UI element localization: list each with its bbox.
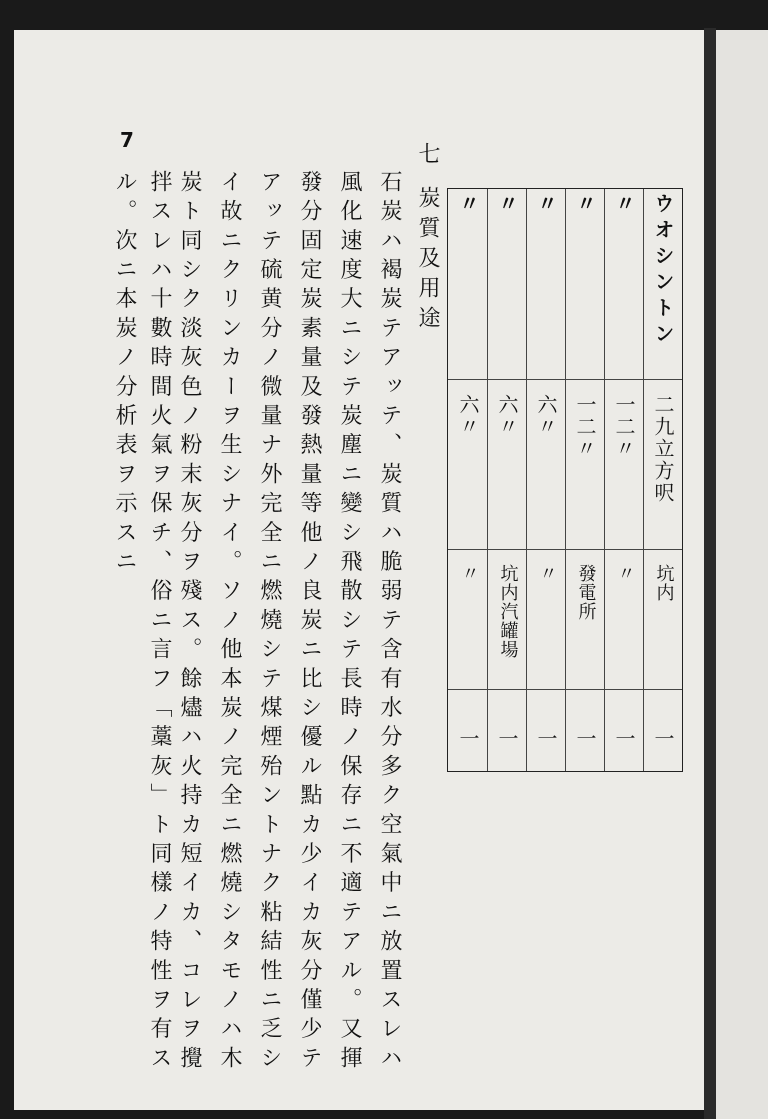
table-row [489, 189, 526, 771]
body-text-column: 炭ト同シク淡灰色ノ粉末灰分ヲ殘ス。餘燼ハ火持カ短イカ、コレヲ攪 [177, 170, 202, 1076]
section-heading [412, 142, 443, 336]
table-divider [487, 189, 488, 771]
row-place: 坑内汽罐場 [497, 564, 519, 659]
equipment-table [447, 188, 683, 772]
section-number: 七 [415, 142, 440, 164]
table-row [645, 189, 682, 771]
row-count: 一 [651, 728, 675, 748]
book-spine [704, 28, 716, 1119]
row-name: 〃 [534, 193, 558, 219]
table-divider [643, 189, 644, 771]
table-row [606, 189, 643, 771]
row-volume: 二九立方呎 [651, 394, 675, 504]
row-volume: 一二〃 [612, 394, 636, 460]
body-text-column: 風化速度大ニシテ炭塵ニ變シ飛散シテ長時ノ保存ニ不適テアル。又揮 [337, 170, 362, 1076]
row-count: 一 [573, 728, 597, 748]
body-text-column: 石炭ハ褐炭テアッテ、炭質ハ脆弱テ含有水分多ク空氣中ニ放置スレハ [377, 170, 402, 1076]
row-volume: 六〃 [534, 394, 558, 438]
row-volume: 一二〃 [573, 394, 597, 460]
row-name: 〃 [495, 193, 519, 219]
row-place: 〃 [536, 564, 558, 583]
body-text-column: 拌スレハ十數時間火氣ヲ保チ、俗ニ言フ「藁灰」ト同樣ノ特性ヲ有ス [147, 170, 172, 1076]
table-row [528, 189, 565, 771]
body-text-column: ル。次ニ本炭ノ分析表ヲ示スニ [112, 170, 137, 579]
table-row [567, 189, 604, 771]
row-count: 一 [456, 728, 480, 748]
row-name: ウオシントン [651, 193, 675, 349]
row-name: 〃 [612, 193, 636, 219]
table-row [450, 189, 487, 771]
body-text-column: 發分固定炭素量及發熱量等他ノ良炭ニ比シ優ル點カ少イカ灰分僅少テ [297, 170, 322, 1076]
table-divider [526, 189, 527, 771]
table-divider [565, 189, 566, 771]
section-title: 炭質及用途 [415, 186, 440, 336]
row-place: 〃 [614, 564, 636, 583]
row-name: 〃 [573, 193, 597, 219]
row-count: 一 [612, 728, 636, 748]
row-place: 〃 [458, 564, 480, 583]
body-text-column: アッテ硫黄分ノ微量ナ外完全ニ燃燒シテ煤煙殆ントナク粘結性ニ乏シ [257, 170, 282, 1076]
table-divider [448, 689, 682, 690]
row-count: 一 [534, 728, 558, 748]
row-volume: 六〃 [495, 394, 519, 438]
row-volume: 六〃 [456, 394, 480, 438]
row-count: 一 [495, 728, 519, 748]
page-number: 7 [120, 128, 134, 152]
body-text-column: イ故ニクリンカーヲ生シナイ。ソノ他本炭ノ完全ニ燃燒シタモノハ木 [217, 170, 242, 1076]
table-divider [448, 379, 682, 380]
row-name: 〃 [456, 193, 480, 219]
table-divider [604, 189, 605, 771]
row-place: 坑内 [653, 564, 675, 602]
row-place: 發電所 [575, 564, 597, 621]
next-page-edge [716, 30, 768, 1119]
table-divider [448, 549, 682, 550]
